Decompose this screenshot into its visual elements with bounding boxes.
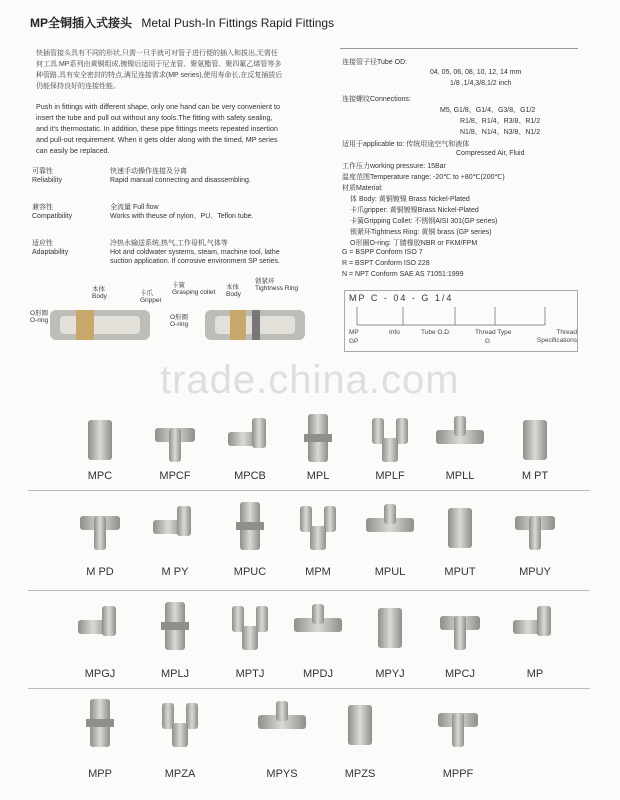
spec-mat-collet: 卡簧Gripping Collet: 不锈钢AISI 301(GP series): [350, 218, 498, 225]
label-oring2: O形圈 O-ring: [170, 314, 189, 328]
fitting-image: [432, 410, 488, 466]
fitting-label: MPUY: [519, 566, 551, 578]
fitting-label: MPUT: [444, 566, 476, 578]
fitting-mpm: [290, 498, 346, 559]
label-gripper: 卡爪 Gripper: [140, 290, 162, 304]
fitting-label: MPZA: [164, 768, 196, 780]
fitting-label: MPCB: [234, 470, 266, 482]
fitting-image: [72, 498, 128, 554]
fitting-mpc: [72, 410, 128, 471]
fitting-mpp: [72, 695, 128, 756]
title-en: Metal Push-In Fittings Rapid Fittings: [141, 16, 335, 30]
spec-fluid-label: 适用于applicable to: 传统用途空气和液体: [342, 141, 470, 148]
fitting-label: MPYS: [266, 768, 298, 780]
fitting-label: MPLJ: [160, 668, 190, 680]
code-thread-type: Thread Type: [475, 329, 512, 336]
fitting-label: M PY: [161, 566, 189, 578]
spec-mat-gripper: 卡爪gripper: 黄铜镀镍Brass Nickel-Plated: [350, 207, 479, 214]
label-body: 本体 Body: [92, 286, 107, 300]
fitting-label: MPTJ: [235, 668, 265, 680]
property-adaptability: [32, 239, 302, 275]
fitting-mpuy: [507, 498, 563, 559]
property-label-cn: 可靠性: [32, 168, 53, 175]
fitting-mpza: [152, 695, 208, 756]
order-code: MP C - 04 - G 1/4: [349, 293, 454, 303]
fitting-mput: [432, 498, 488, 559]
property-label-en: Compatibility: [32, 213, 73, 220]
fitting-image: [147, 410, 203, 466]
fitting-mpgj: [72, 598, 128, 659]
property-label-en: Reliability: [32, 177, 62, 184]
fitting-label: MPCF: [159, 470, 191, 482]
fitting-label: MPGJ: [84, 668, 116, 680]
fitting-image: [72, 598, 128, 654]
fitting-label: MPYJ: [375, 668, 405, 680]
fitting-image: [432, 598, 488, 654]
intro-en: Push in fittings with different shape, only one hand can be very convenient to insert the tube and pull out without any tools.The fitting with safety sealing, and it's thermostatic. In addition, these pipe fittings meets repeated insertion and pull-out requirement. When it gets older along with the timed, MP series can easily be replaced.: [36, 102, 280, 155]
spec-fluid: Compressed Air, Fluid: [456, 150, 525, 157]
intro-cn: 快插管接头具有不同的形状,只需一只手就可对管子进行便的插入和拔出,无需任何工具.MP系列由黄铜组成,镀镍后适用于尼龙管、聚氨酯管、聚四氟乙烯管等多种管路,具有安全密封的特点,满足连接需求(MP series),使用寿命长,在反复插拔后仍能保持良好的连接性能。: [36, 50, 283, 90]
spec-conn-n: N1/8、N1/4、N3/8、N1/2: [460, 129, 541, 136]
fitting-label: M PT: [521, 470, 549, 482]
code-thread-spec: Thread Specifications: [536, 329, 577, 344]
fitting-mpdj: [290, 598, 346, 659]
code-g: G: [485, 338, 491, 345]
fitting-mppf: [430, 695, 486, 756]
spec-mat-body: 体 Body: 黄铜镀镍 Brass Nickel-Plated: [350, 196, 470, 203]
row-divider: [28, 688, 590, 689]
row-divider: [28, 490, 590, 491]
spec-mat-ring: 锁紧环Tightness Ring: 黄铜 brass (GP series): [350, 229, 492, 236]
spec-conn-r: R1/8、R1/4、R3/8、R1/2: [460, 118, 541, 125]
fitting-image: [507, 410, 563, 466]
title-cn: MP全铜插入式接头: [30, 16, 133, 30]
fitting-image: [147, 598, 203, 654]
spec-material-label: 材质Material:: [342, 185, 383, 192]
spec-std-n: N = NPT Conform SAE AS 71051:1999: [342, 271, 464, 278]
fitting-image: [290, 598, 346, 654]
label-ring: 锁紧环 Tightness Ring: [255, 278, 299, 292]
fitting-mpd: [72, 498, 128, 559]
fitting-image: [362, 498, 418, 554]
fitting-label: MPUL: [374, 566, 406, 578]
property-text-cn: 冷热水输送系统,热气,工作母机,气体等: [110, 240, 228, 247]
fitting-image: [507, 498, 563, 554]
fitting-mp: [507, 598, 563, 659]
property-compatibility: [32, 203, 302, 239]
property-text-cn: 快速手动操作连接及分离: [110, 168, 187, 175]
fitting-image: [72, 410, 128, 466]
property-text-en: Hot and coldwater systems, steam, machine tool, lathe suction application. If corrosive environment SP series.: [110, 249, 280, 265]
fitting-label: MPM: [305, 566, 331, 578]
cutaway-photo: [30, 280, 320, 352]
fitting-image: [362, 598, 418, 654]
spec-std-g: G = BSPP Conform ISO 7: [342, 249, 423, 256]
label-collet: 卡簧 Grasping collet: [172, 282, 216, 296]
fitting-mpcb: [222, 410, 278, 471]
fitting-image: [72, 695, 128, 751]
fitting-mpuc: [222, 498, 278, 559]
property-label-cn: 适应性: [32, 240, 53, 247]
page-title: [30, 14, 334, 31]
code-info: Info: [389, 329, 400, 336]
spec-tube-od-label: 连接管子径Tube OD:: [342, 59, 408, 66]
property-text-cn: 全流量 Full flow: [110, 204, 159, 211]
fitting-image: [362, 410, 418, 466]
fitting-image: [332, 695, 388, 751]
fitting-image: [147, 498, 203, 554]
fitting-mpzs: [332, 695, 388, 756]
fitting-image: [290, 498, 346, 554]
fitting-mpyj: [362, 598, 418, 659]
fitting-mpt: [507, 410, 563, 471]
fitting-label: MP: [526, 668, 544, 680]
fitting-label: MPL: [306, 470, 330, 482]
fitting-mpl: [290, 410, 346, 471]
fitting-image: [254, 695, 310, 751]
property-label-en: Adaptability: [32, 249, 69, 256]
property-reliability: [32, 167, 302, 203]
fitting-label: MPLF: [375, 470, 405, 482]
fitting-label: M PD: [86, 566, 114, 578]
spec-temperature: 温度范围Temperature range: -20℃ to +80℃(200℃): [342, 174, 505, 181]
code-mp-sub: GP: [349, 338, 359, 345]
fitting-mpcf: [147, 410, 203, 471]
row-divider: [28, 590, 590, 591]
fitting-mpul: [362, 498, 418, 559]
spec-conn-m: M5, G1/8、G1/4、G3/8、G1/2: [440, 107, 536, 114]
fitting-image: [290, 410, 346, 466]
fitting-image: [152, 695, 208, 751]
fitting-mpy: [147, 498, 203, 559]
fitting-image: [222, 598, 278, 654]
label-oring1: O形圈 O-ring: [30, 310, 49, 324]
fitting-image: [430, 695, 486, 751]
fitting-label: MPDJ: [303, 668, 333, 680]
fitting-image: [222, 410, 278, 466]
fitting-mpll: [432, 410, 488, 471]
fitting-image: [432, 498, 488, 554]
fitting-mptj: [222, 598, 278, 659]
fitting-label: MPPF: [442, 768, 474, 780]
fitting-image: [222, 498, 278, 554]
fitting-label: MPP: [88, 768, 112, 780]
order-code-box: [344, 290, 578, 352]
spec-pressure: 工作压力working pressure: 15Bar: [342, 163, 446, 170]
spec-panel: [340, 48, 578, 281]
fitting-label: MPLL: [445, 470, 475, 482]
fitting-image: [507, 598, 563, 654]
fitting-mpys: [254, 695, 310, 756]
properties-list: [32, 167, 302, 275]
label-body2: 本体 Body: [226, 284, 241, 298]
fitting-mpcj: [432, 598, 488, 659]
spec-connections-label: 连接螺纹Connections:: [342, 96, 411, 103]
spec-tube-od-inch: 1/8 ,1/4,3/8,1/2 inch: [450, 80, 512, 87]
spec-std-r: R = BSPT Conform ISO 228: [342, 260, 430, 267]
fitting-mplj: [147, 598, 203, 659]
fitting-label: MPUC: [233, 566, 267, 578]
fitting-label: MPCJ: [445, 668, 475, 680]
watermark: trade.china.com: [160, 358, 460, 402]
fitting-mplf: [362, 410, 418, 471]
property-label-cn: 兼容性: [32, 204, 53, 211]
fitting-label: MPC: [87, 470, 113, 482]
spec-mat-oring: O形圈O-ring: 丁腈橡胶NBR or FKM/FPM: [350, 240, 478, 247]
code-tube: Tube O.D.: [421, 329, 451, 336]
spec-tube-od-mm: 04, 05, 06, 08, 10, 12, 14 mm: [430, 69, 522, 76]
property-text-en: Rapid manual connecting and disassembling.: [110, 177, 251, 184]
fitting-label: MPZS: [344, 768, 376, 780]
property-text-en: Works with theuse of nylon、PU、Teflon tube.: [110, 213, 254, 220]
code-mp: MP: [349, 329, 359, 336]
